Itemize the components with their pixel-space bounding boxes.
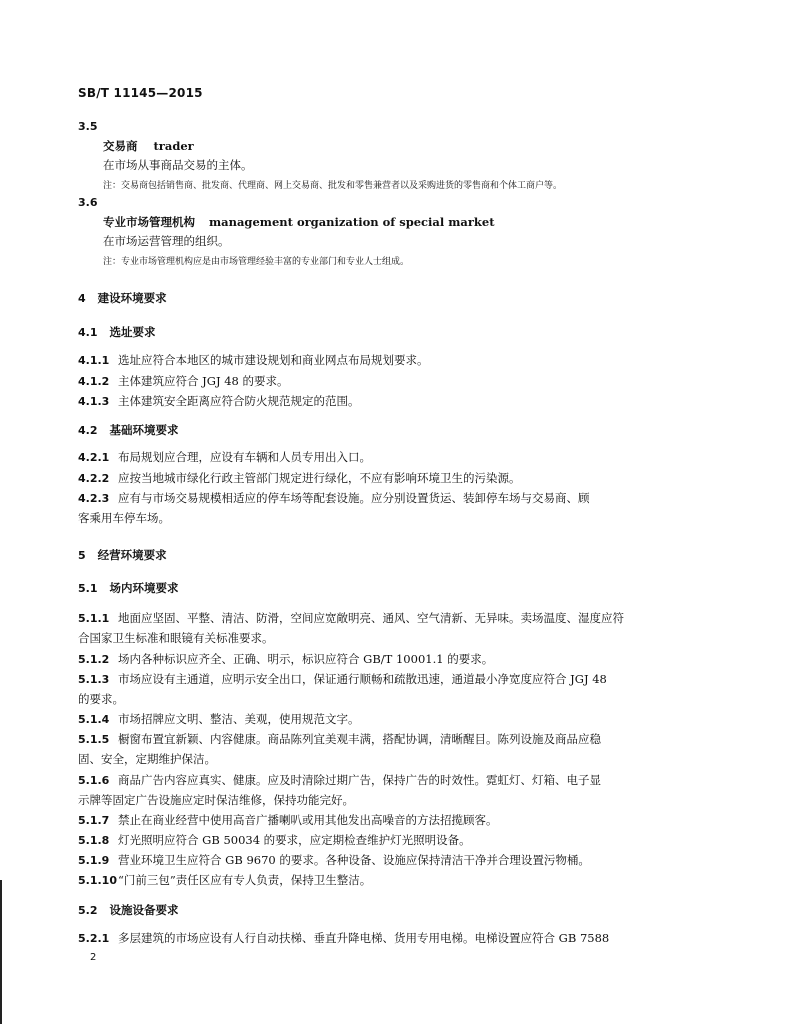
subsection-heading: 5.1 场内环境要求 xyxy=(78,581,179,595)
term-title xyxy=(103,138,194,154)
clause: 4.2.1 布局规划应合理，应设有车辆和人员专用出入口。 xyxy=(78,450,371,464)
clause: 5.1.1 地面应坚固、平整、清洁、防滑，空间应宽敞明亮、通风、空气清新、无异味。卖场温度、湿度应符 xyxy=(78,611,624,625)
clause-continuation: 示牌等固定广告设施应定时保洁维修，保持功能完好。 xyxy=(78,793,354,807)
clause-continuation: 合国家卫生标准和眼镜有关标准要求。 xyxy=(78,631,274,645)
section-heading: 4 建设环境要求 xyxy=(78,291,167,305)
clause: 5.1.6 商品广告内容应真实、健康。应及时清除过期广告，保持广告的时效性。霓虹灯、灯箱、电子显 xyxy=(78,773,601,787)
subsection-heading: 4.2 基础环境要求 xyxy=(78,423,179,437)
clause: 4.1.3 主体建筑安全距离应符合防火规范规定的范围。 xyxy=(78,394,360,408)
section-heading: 5 经营环境要求 xyxy=(78,548,167,562)
term-cn: 交易商 xyxy=(103,139,138,153)
subsection-heading: 5.2 设施设备要求 xyxy=(78,903,179,917)
clause: 5.1.3 市场应设有主通道，应明示安全出口，保证通行顺畅和疏散迅速，通道最小净宽度应符合 JGJ 48 xyxy=(78,672,607,686)
term-title xyxy=(103,214,495,230)
term-en: trader xyxy=(153,139,194,153)
clause: 4.2.3 应有与市场交易规模相适应的停车场等配套设施。应分别设置货运、装卸停车场与交易商、顾 xyxy=(78,491,590,505)
scan-edge-line xyxy=(0,880,2,1024)
term-number: 3.6 xyxy=(78,196,98,209)
clause: 5.1.5 橱窗布置宜新颖、内容健康。商品陈列宜美观丰满，搭配协调，清晰醒目。陈列设施及商品应稳 xyxy=(78,732,601,746)
page-number: 2 xyxy=(90,952,97,963)
standard-code-header: SB/T 11145—2015 xyxy=(78,86,203,100)
clause: 4.2.2 应按当地城市绿化行政主管部门规定进行绿化，不应有影响环境卫生的污染源。 xyxy=(78,471,521,485)
term-cn: 专业市场管理机构 xyxy=(103,215,195,229)
clause-continuation: 客乘用车停车场。 xyxy=(78,511,170,525)
clause: 5.2.1 多层建筑的市场应设有人行自动扶梯、垂直升降电梯、货用专用电梯。电梯设置应符合 GB 7588 xyxy=(78,931,610,945)
term-note: 注：专业市场管理机构应是由市场管理经验丰富的专业部门和专业人士组成。 xyxy=(103,257,410,267)
clause: 4.1.2 主体建筑应符合 JGJ 48 的要求。 xyxy=(78,374,289,388)
clause: 5.1.2 场内各种标识应齐全、正确、明示，标识应符合 GB/T 10001.1 的要求。 xyxy=(78,652,494,666)
term-note: 注：交易商包括销售商、批发商、代理商、网上交易商、批发和零售兼营者以及采购进货的零售商和个体工商户等。 xyxy=(103,181,563,191)
term-definition: 在市场运营管理的组织。 xyxy=(103,234,230,248)
term-definition: 在市场从事商品交易的主体。 xyxy=(103,158,253,172)
clause: 4.1.1 选址应符合本地区的城市建设规划和商业网点布局规划要求。 xyxy=(78,353,429,367)
term-number: 3.5 xyxy=(78,120,98,133)
clause: 5.1.9 营业环境卫生应符合 GB 9670 的要求。各种设备、设施应保持清洁干净并合理设置污物桶。 xyxy=(78,853,590,867)
clause: 5.1.7 禁止在商业经营中使用高音广播喇叭或用其他发出高噪音的方法招揽顾客。 xyxy=(78,813,498,827)
subsection-heading: 4.1 选址要求 xyxy=(78,325,156,339)
clause: 5.1.4 市场招牌应文明、整洁、美观，使用规范文字。 xyxy=(78,712,360,726)
term-en: management organization of special market xyxy=(209,215,495,229)
clause-continuation: 固、安全，定期维护保洁。 xyxy=(78,752,216,766)
clause: 5.1.10“门前三包”责任区应有专人负责，保持卫生整洁。 xyxy=(78,873,372,887)
clause: 5.1.8 灯光照明应符合 GB 50034 的要求，应定期检查维护灯光照明设备。 xyxy=(78,833,471,847)
clause-continuation: 的要求。 xyxy=(78,692,124,706)
